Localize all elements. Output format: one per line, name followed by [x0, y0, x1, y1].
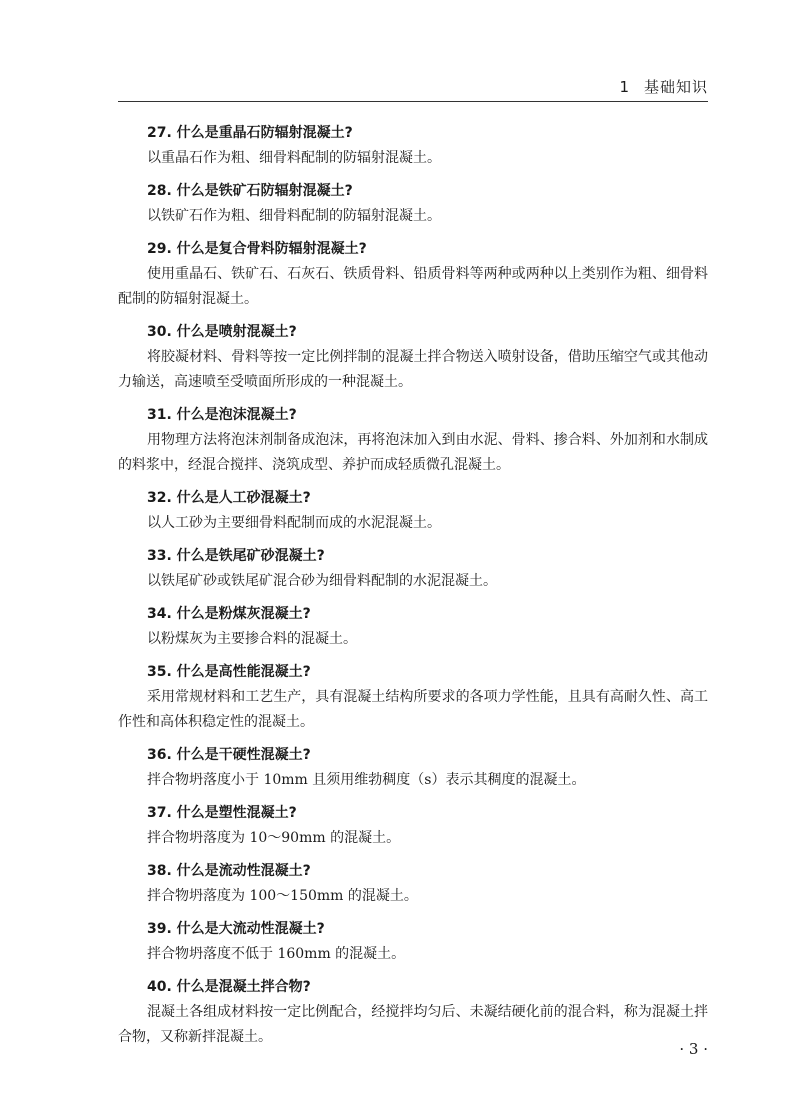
question: 38. 什么是流动性混凝土? [147, 863, 311, 879]
answer: 以铁尾矿砂或铁尾矿混合砂为细骨料配制的水泥混凝土。 [147, 573, 497, 589]
answer: 以粉煤灰为主要掺合料的混凝土。 [147, 631, 357, 647]
answer: 采用常规材料和工艺生产，具有混凝土结构所要求的各项力学性能，且具有高耐久性、高工作性和高体积稳定性的混凝土。 [118, 689, 708, 730]
question: 32. 什么是人工砂混凝土? [147, 490, 311, 506]
question: 33. 什么是铁尾矿砂混凝土? [147, 548, 325, 564]
answer: 用物理方法将泡沫剂制备成泡沫，再将泡沫加入到由水泥、骨料、掺合料、外加剂和水制成的料浆中，经混合搅拌、浇筑成型、养护而成轻质微孔混凝土。 [118, 432, 708, 473]
qa-item [118, 859, 708, 909]
chapter-title: 基础知识 [643, 78, 708, 96]
qa-item [118, 743, 708, 793]
question: 35. 什么是高性能混凝土? [147, 664, 311, 680]
qa-item [118, 602, 708, 652]
question: 29. 什么是复合骨料防辐射混凝土? [147, 241, 367, 257]
question: 27. 什么是重晶石防辐射混凝土? [147, 125, 353, 141]
question: 31. 什么是泡沫混凝土? [147, 407, 297, 423]
qa-item [118, 403, 708, 478]
answer: 拌合物坍落度小于 10mm 且须用维勃稠度（s）表示其稠度的混凝土。 [147, 772, 586, 788]
page-header [118, 74, 708, 102]
qa-item [118, 320, 708, 395]
question: 40. 什么是混凝土拌合物? [147, 979, 311, 995]
answer: 混凝土各组成材料按一定比例配合，经搅拌均匀后、未凝结硬化前的混合料，称为混凝土拌合物，又称新拌混凝土。 [118, 1004, 708, 1045]
qa-list [118, 121, 708, 1058]
answer: 拌合物坍落度为 100～150mm 的混凝土。 [147, 888, 418, 904]
qa-item [118, 917, 708, 967]
qa-item [118, 660, 708, 735]
qa-item [118, 237, 708, 312]
question: 39. 什么是大流动性混凝土? [147, 921, 325, 937]
answer: 拌合物坍落度为 10～90mm 的混凝土。 [147, 830, 401, 846]
answer: 以铁矿石作为粗、细骨料配制的防辐射混凝土。 [147, 208, 441, 224]
answer: 使用重晶石、铁矿石、石灰石、铁质骨料、铅质骨料等两种或两种以上类别作为粗、细骨料配制的防辐射混凝土。 [118, 266, 708, 307]
qa-item [118, 801, 708, 851]
qa-item [118, 544, 708, 594]
answer: 以重晶石作为粗、细骨料配制的防辐射混凝土。 [147, 150, 441, 166]
answer: 将胶凝材料、骨料等按一定比例拌制的混凝土拌合物送入喷射设备，借助压缩空气或其他动力输送，高速喷至受喷面所形成的一种混凝土。 [118, 349, 708, 390]
question: 30. 什么是喷射混凝土? [147, 324, 297, 340]
question: 34. 什么是粉煤灰混凝土? [147, 606, 311, 622]
answer: 以人工砂为主要细骨料配制而成的水泥混凝土。 [147, 515, 441, 531]
qa-item [118, 121, 708, 171]
question: 36. 什么是干硬性混凝土? [147, 747, 311, 763]
question: 37. 什么是塑性混凝土? [147, 805, 297, 821]
qa-item [118, 975, 708, 1050]
qa-item [118, 486, 708, 536]
answer: 拌合物坍落度不低于 160mm 的混凝土。 [147, 946, 406, 962]
page-number: · 3 · [679, 1040, 708, 1058]
qa-item [118, 179, 708, 229]
chapter-number: 1 [619, 78, 630, 96]
chapter-heading [619, 76, 708, 97]
question: 28. 什么是铁矿石防辐射混凝土? [147, 183, 353, 199]
